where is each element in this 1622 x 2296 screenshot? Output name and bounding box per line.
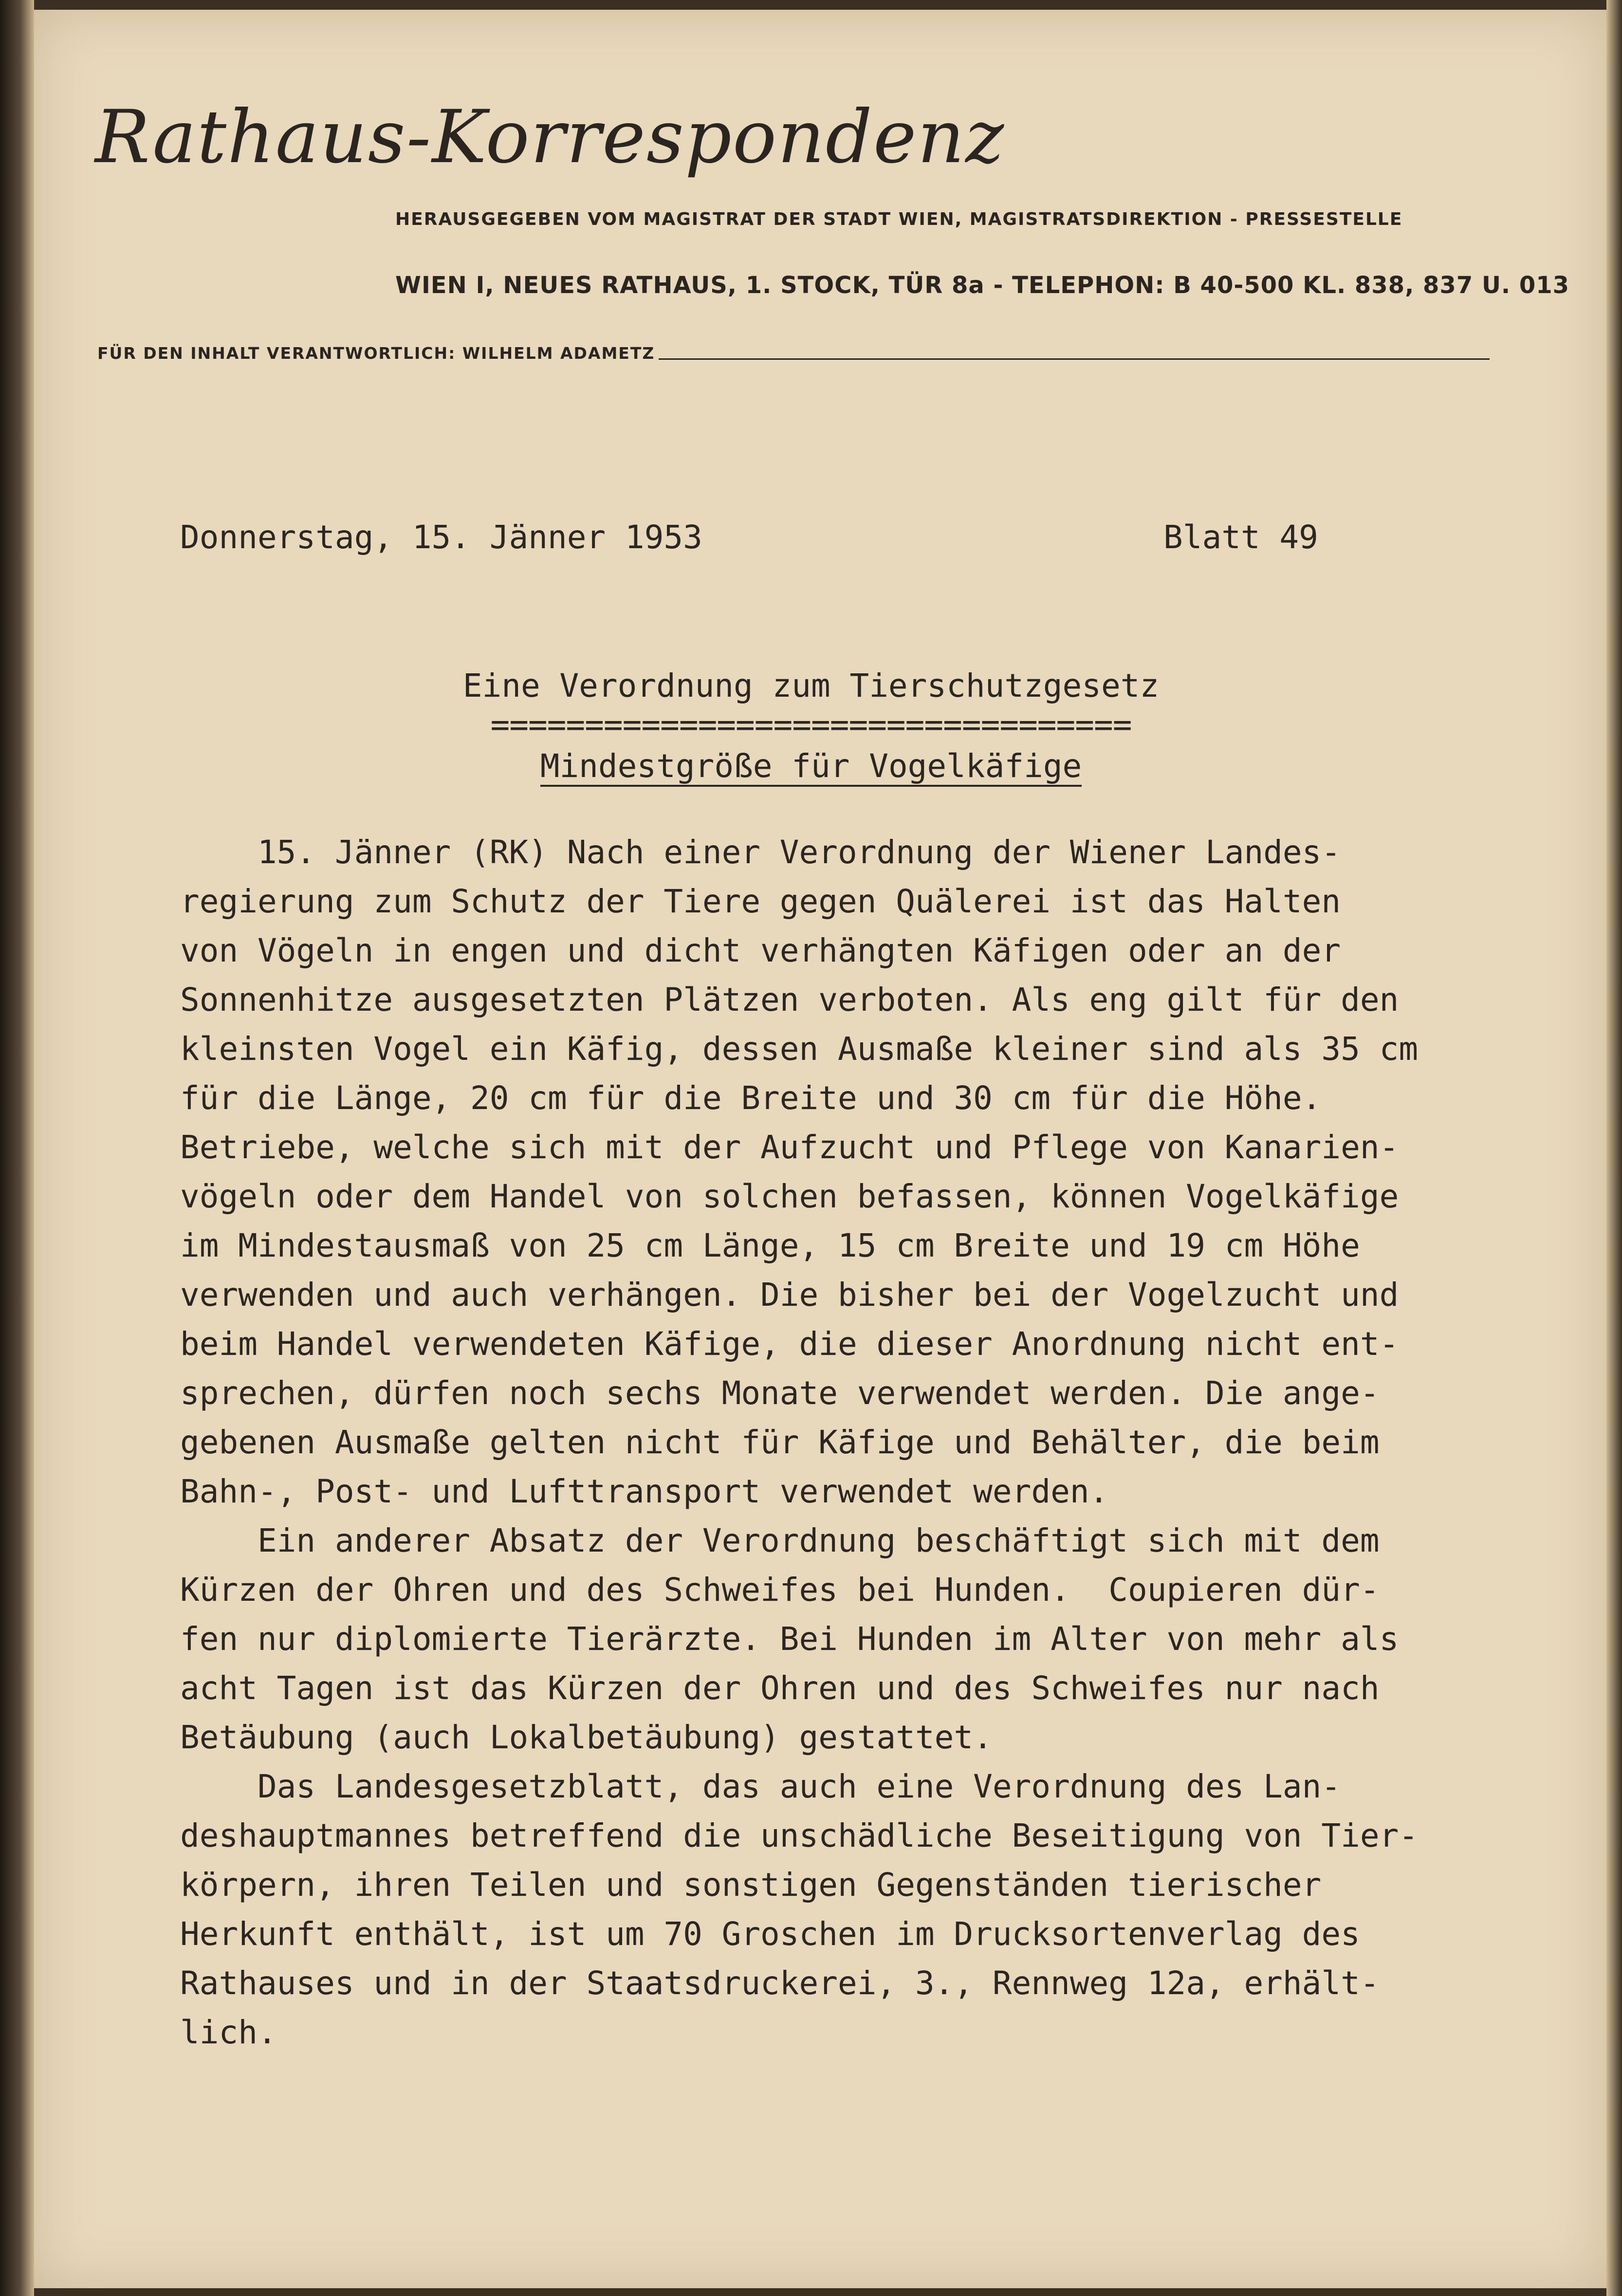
body-line: vögeln oder dem Handel von solchen befassen, können Vogelkäfige (180, 1178, 1399, 1215)
body-line: von Vögeln in engen und dicht verhängten Käfigen oder an der (180, 932, 1341, 969)
body-line: beim Handel verwendeten Käfige, die dieser Anordnung nicht ent- (180, 1325, 1399, 1363)
body-line: deshauptmannes betreffend die unschädliche Beseitigung von Tier- (180, 1817, 1419, 1854)
body-line: Ein anderer Absatz der Verordnung beschäftigt sich mit dem (180, 1522, 1380, 1559)
body-line: 15. Jänner (RK) Nach einer Verordnung der Wiener Landes- (180, 833, 1341, 871)
body-line: Sonnenhitze ausgesetzten Plätzen verboten. Als eng gilt für den (180, 981, 1399, 1018)
date-line: Donnerstag, 15. Jänner 1953 (180, 518, 702, 556)
body-line: Kürzen der Ohren und des Schweifes bei Hunden. Coupieren dür- (180, 1571, 1380, 1609)
article-subtitle: Mindestgröße für Vogelkäfige (540, 747, 1082, 787)
responsible-underline (659, 358, 1490, 360)
responsible-line: FÜR DEN INHALT VERANTWORTLICH: WILHELM ADAMETZ (97, 344, 655, 363)
body-line: acht Tagen ist das Kürzen der Ohren und des Schweifes nur nach (180, 1669, 1380, 1707)
body-line: Herkunft enthält, ist um 70 Groschen im Drucksortenverlag des (180, 1915, 1360, 1953)
body-line: Das Landesgesetzblatt, das auch eine Verordnung des Lan- (180, 1768, 1341, 1805)
masthead-title: Rathaus-Korrespondenz (95, 95, 1005, 180)
body-line: fen nur diplomierte Tierärzte. Bei Hunden im Alter von mehr als (180, 1620, 1399, 1658)
responsible-row (97, 344, 1490, 363)
body-line: kleinsten Vogel ein Käfig, dessen Ausmaße kleiner sind als 35 cm (180, 1030, 1419, 1068)
address-line: WIEN I, NEUES RATHAUS, 1. STOCK, TÜR 8a - TELEPHON: B 40-500 KL. 838, 837 U. 013 (395, 272, 1570, 299)
binding-edge (0, 0, 34, 2296)
body-line: lich. (180, 2014, 277, 2051)
body-line: Bahn-, Post- und Lufttransport verwendet werden. (180, 1473, 1109, 1510)
body-line: gebenen Ausmaße gelten nicht für Käfige und Behälter, die beim (180, 1424, 1380, 1461)
article-subtitle-row (0, 747, 1622, 785)
sheet-number: Blatt 49 (1163, 518, 1318, 556)
body-line: körpern, ihren Teilen und sonstigen Gegenständen tierischer (180, 1866, 1322, 1904)
title-rule: ================================== (490, 706, 1132, 743)
publisher-line: HERAUSGEGEBEN VOM MAGISTRAT DER STADT WIEN, MAGISTRATSDIREKTION - PRESSESTELLE (395, 209, 1403, 229)
body-line: regierung zum Schutz der Tiere gegen Quälerei ist das Halten (180, 883, 1341, 920)
page-edge-right (1606, 0, 1622, 2296)
body-line: für die Länge, 20 cm für die Breite und 30 cm für die Höhe. (180, 1079, 1322, 1117)
body-line: Rathauses und in der Staatsdruckerei, 3., Rennweg 12a, erhält- (180, 1964, 1380, 2002)
body-line: sprechen, dürfen noch sechs Monate verwendet werden. Die ange- (180, 1374, 1380, 1412)
article-body (180, 828, 1494, 2057)
body-line: im Mindestausmaß von 25 cm Länge, 15 cm Breite und 19 cm Höhe (180, 1227, 1360, 1264)
article-title: Eine Verordnung zum Tierschutzgesetz (462, 667, 1160, 704)
body-line: Betriebe, welche sich mit der Aufzucht und Pflege von Kanarien- (180, 1129, 1399, 1166)
body-line: Betäubung (auch Lokalbetäubung) gestattet. (180, 1719, 993, 1756)
body-line: verwenden und auch verhängen. Die bisher bei der Vogelzucht und (180, 1276, 1399, 1314)
